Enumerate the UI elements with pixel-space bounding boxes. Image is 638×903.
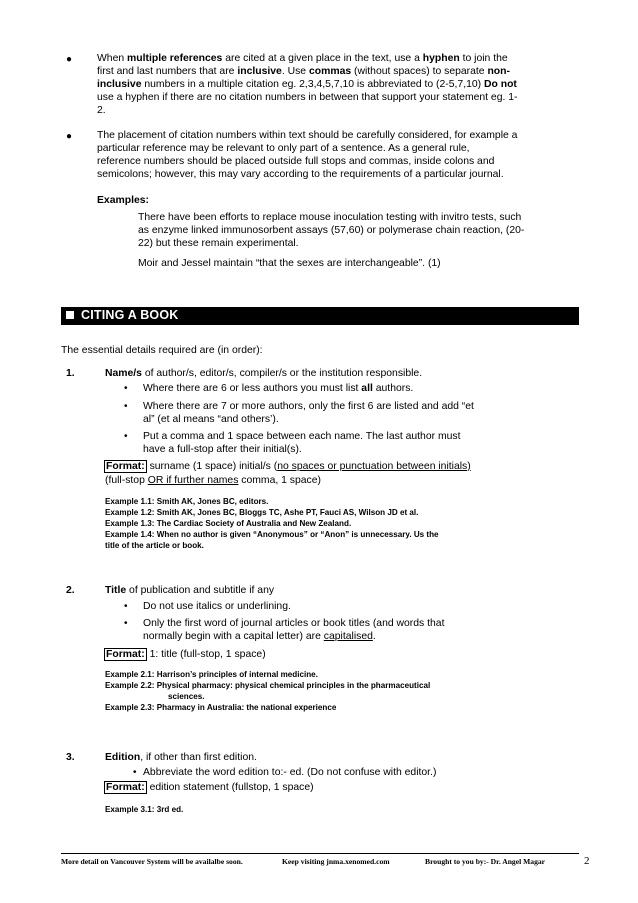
example-line: title of the article or book. <box>105 541 204 550</box>
footer-note: More detail on Vancouver System will be availalbe soon. <box>61 857 243 866</box>
sub-bullet: Where there are 6 or less authors you must list all authors. <box>143 383 414 394</box>
example-line: Example 1.3: The Cardiac Society of Australia and New Zealand. <box>105 519 352 528</box>
examples-label: Examples: <box>97 195 149 206</box>
examples-block <box>105 669 545 713</box>
bullet-dot: • <box>124 431 128 442</box>
example-line: Example 2.3: Pharmacy in Australia: the national experience <box>105 703 337 712</box>
item-heading: Title of publication and subtitle if any <box>105 585 275 596</box>
text-line: use a hyphen if there are no citation numbers in between that support your statement eg. 1- <box>97 92 518 103</box>
text-line: Where there are 7 or more authors, only the first 6 are listed and add “et <box>143 401 474 412</box>
footer-rule <box>61 853 579 854</box>
example-line: sciences. <box>168 692 205 701</box>
text-line: reference numbers should be placed outside full stops and commas, inside colons and <box>97 156 495 167</box>
bullet-paragraph-placement <box>97 129 587 181</box>
format-label: Format: <box>106 649 145 660</box>
text-line: 2. <box>97 105 106 116</box>
square-bullet-icon <box>66 311 74 319</box>
text-line: Put a comma and 1 space between each name. The last author must <box>143 431 461 442</box>
text-line: al” (et al means “and others’). <box>143 414 279 425</box>
item-heading: Edition, if other than first edition. <box>105 752 257 763</box>
sub-bullet: Abbreviate the word edition to:- ed. (Do not confuse with editor.) <box>143 767 437 778</box>
section-title: CITING A BOOK <box>81 308 179 322</box>
text-line: semicolons; however, this may vary according to the requirements of a particular journal. <box>97 169 504 180</box>
sub-bullet <box>143 430 543 456</box>
examples-block <box>105 496 545 551</box>
text-line: normally begin with a capital letter) are capitalised. <box>143 631 376 642</box>
text-line: have a full-stop after their initial(s). <box>143 444 302 455</box>
text-line: Only the first word of journal articles or book titles (and words that <box>143 618 445 629</box>
page-number: 2 <box>584 855 590 867</box>
intro-text: The essential details required are (in order): <box>61 345 263 356</box>
section-banner <box>61 307 579 325</box>
example-quote: Moir and Jessel maintain “that the sexes are interchangeable”. (1) <box>138 258 441 269</box>
example-line: Example 3.1: 3rd ed. <box>105 805 184 814</box>
sub-bullet <box>143 400 543 426</box>
bullet-paragraph-multiple-references <box>97 52 587 117</box>
text-line: particular reference may be relevant to only part of a sentence. As a general rule, <box>97 143 470 154</box>
text-line: as enzyme linked immunosorbent assays (57,60) or polymerase chain reaction, (20- <box>138 225 525 236</box>
example-line: Example 2.2: Physical pharmacy: physical chemical principles in the pharmaceutical <box>105 681 431 690</box>
text-line: The placement of citation numbers within text should be carefully considered, for example a <box>97 130 518 141</box>
bullet-dot: • <box>124 618 128 629</box>
format-label: Format: <box>106 782 145 793</box>
text-line: There have been efforts to replace mouse inoculation testing with invitro tests, such <box>138 212 522 223</box>
example-line: Example 2.1: Harrison’s principles of internal medicine. <box>105 670 318 679</box>
bullet-dot: • <box>133 767 137 778</box>
item-heading: Name/s of author/s, editor/s, compiler/s or the institution responsible. <box>105 368 423 379</box>
format-label: Format: <box>106 461 145 472</box>
example-line: Example 1.2: Smith AK, Jones BC, Bloggs TC, Ashe PT, Fauci AS, Wilson JD et al. <box>105 508 419 517</box>
bullet-dot: • <box>124 383 128 394</box>
text-line: first and last numbers that are inclusive. Use commas (without spaces) to separate non- <box>97 66 510 77</box>
footer-website: Keep visiting jnma.xenomed.com <box>282 857 390 866</box>
text-line: inclusive numbers in a multiple citation eg. 2,3,4,5,7,10 is abbreviated to (2-5,7,10) Do not <box>97 79 517 90</box>
example-line: Example 1.1: Smith AK, Jones BC, editors. <box>105 497 269 506</box>
bullet-dot: • <box>124 601 128 612</box>
example-paragraph <box>138 211 588 250</box>
footer-credit: Brought to you by:- Dr. Angel Magar <box>425 857 546 866</box>
item-number: 1. <box>66 368 75 379</box>
bullet-dot: • <box>124 401 128 412</box>
bullet-dot: ● <box>66 131 73 142</box>
item-number: 2. <box>66 585 75 596</box>
sub-bullet: Do not use italics or underlining. <box>143 601 291 612</box>
sub-bullet <box>143 617 543 643</box>
example-line: Example 1.4: When no author is given “Anonymous” or “Anon” is unnecessary. Us the <box>105 530 439 539</box>
item-number: 3. <box>66 752 75 763</box>
bullet-dot: ● <box>66 54 73 65</box>
text-line: 22) but these remain experimental. <box>138 238 299 249</box>
format-line: Format: 1: title (full-stop, 1 space) <box>106 649 266 660</box>
format-line: Format: edition statement (fullstop, 1 space) <box>106 782 314 793</box>
text-line: When multiple references are cited at a given place in the text, use a hyphen to join the <box>97 53 508 64</box>
format-line: Format: surname (1 space) initial/s (no spaces or punctuation between initials) <box>106 461 471 472</box>
format-line: (full-stop OR if further names comma, 1 space) <box>105 475 321 486</box>
